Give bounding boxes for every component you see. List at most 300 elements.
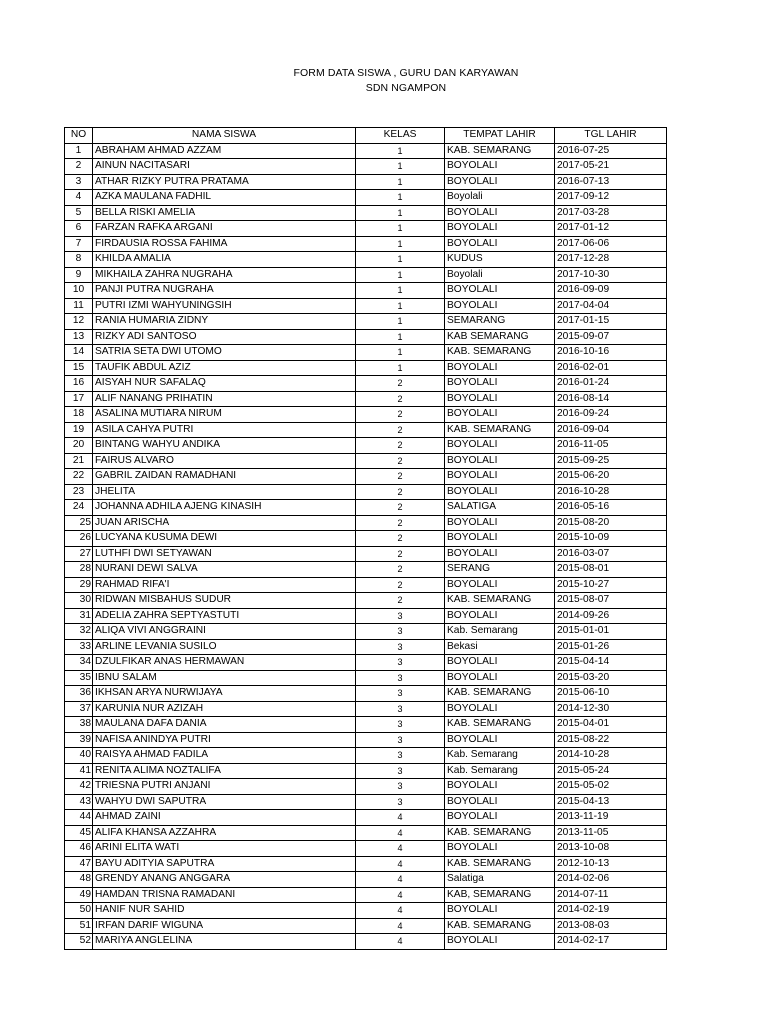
birthplace-cell: KAB. SEMARANG (445, 686, 555, 702)
class-cell: 4 (356, 810, 445, 826)
table-row (65, 593, 667, 609)
class-cell: 1 (356, 205, 445, 221)
birthplace-cell: BOYOLALI (445, 159, 555, 175)
birthdate-cell: 2016-09-09 (555, 283, 667, 299)
class-cell: 4 (356, 825, 445, 841)
class-cell: 3 (356, 701, 445, 717)
row-number: 36 (65, 686, 93, 702)
student-name: ASALINA MUTIARA NIRUM (93, 407, 356, 423)
class-cell: 3 (356, 655, 445, 671)
table-row (65, 825, 667, 841)
table-row (65, 345, 667, 361)
table-row (65, 221, 667, 237)
birthdate-cell: 2015-05-24 (555, 763, 667, 779)
row-number: 51 (65, 918, 93, 934)
class-cell: 1 (356, 236, 445, 252)
row-number: 7 (65, 236, 93, 252)
class-cell: 2 (356, 376, 445, 392)
birthdate-cell: 2015-03-20 (555, 670, 667, 686)
class-cell: 3 (356, 717, 445, 733)
student-name: LUTHFI DWI SETYAWAN (93, 546, 356, 562)
birthplace-cell: BOYOLALI (445, 934, 555, 950)
birthdate-cell: 2014-12-30 (555, 701, 667, 717)
row-number: 16 (65, 376, 93, 392)
class-cell: 1 (356, 298, 445, 314)
header-row (65, 128, 667, 144)
birthdate-cell: 2017-01-12 (555, 221, 667, 237)
table-row (65, 422, 667, 438)
birthdate-cell: 2015-01-01 (555, 624, 667, 640)
student-name: TRIESNA PUTRI ANJANI (93, 779, 356, 795)
class-cell: 1 (356, 345, 445, 361)
birthdate-cell: 2015-05-02 (555, 779, 667, 795)
table-row (65, 732, 667, 748)
student-name: JUAN ARISCHA (93, 515, 356, 531)
table-row (65, 655, 667, 671)
row-number: 21 (65, 453, 93, 469)
table-row (65, 314, 667, 330)
birthplace-cell: Kab. Semarang (445, 748, 555, 764)
birthplace-cell: BOYOLALI (445, 453, 555, 469)
class-cell: 3 (356, 763, 445, 779)
birthdate-cell: 2013-08-03 (555, 918, 667, 934)
class-cell: 2 (356, 500, 445, 516)
class-cell: 2 (356, 453, 445, 469)
class-cell: 2 (356, 407, 445, 423)
table-row (65, 360, 667, 376)
birthplace-cell: BOYOLALI (445, 546, 555, 562)
birthplace-cell: BOYOLALI (445, 205, 555, 221)
table-row (65, 283, 667, 299)
row-number: 50 (65, 903, 93, 919)
row-number: 44 (65, 810, 93, 826)
class-cell: 2 (356, 577, 445, 593)
birthdate-cell: 2015-04-01 (555, 717, 667, 733)
class-cell: 4 (356, 934, 445, 950)
class-cell: 2 (356, 546, 445, 562)
class-cell: 1 (356, 283, 445, 299)
class-cell: 3 (356, 748, 445, 764)
row-number: 22 (65, 469, 93, 485)
row-number: 38 (65, 717, 93, 733)
table-row (65, 577, 667, 593)
birthdate-cell: 2013-11-05 (555, 825, 667, 841)
class-cell: 4 (356, 918, 445, 934)
table-row (65, 515, 667, 531)
birthdate-cell: 2015-10-09 (555, 531, 667, 547)
class-cell: 4 (356, 872, 445, 888)
birthdate-cell: 2015-08-07 (555, 593, 667, 609)
student-name: NAFISA ANINDYA PUTRI (93, 732, 356, 748)
birthdate-cell: 2017-04-04 (555, 298, 667, 314)
student-name: AZKA MAULANA FADHIL (93, 190, 356, 206)
student-name: ARINI ELITA WATI (93, 841, 356, 857)
student-name: ALIQA VIVI ANGGRAINI (93, 624, 356, 640)
row-number: 52 (65, 934, 93, 950)
table-row (65, 453, 667, 469)
birthplace-cell: KAB. SEMARANG (445, 593, 555, 609)
row-number: 24 (65, 500, 93, 516)
student-name: KHILDA AMALIA (93, 252, 356, 268)
row-number: 1 (65, 143, 93, 159)
table-row (65, 174, 667, 190)
table-row (65, 810, 667, 826)
class-cell: 2 (356, 391, 445, 407)
birthdate-cell: 2016-07-13 (555, 174, 667, 190)
table-row (65, 841, 667, 857)
table-row (65, 779, 667, 795)
student-name: RIDWAN MISBAHUS SUDUR (93, 593, 356, 609)
row-number: 17 (65, 391, 93, 407)
student-name: ATHAR RIZKY PUTRA PRATAMA (93, 174, 356, 190)
student-name: PANJI PUTRA NUGRAHA (93, 283, 356, 299)
birthdate-cell: 2017-12-28 (555, 252, 667, 268)
student-name: AISYAH NUR SAFALAQ (93, 376, 356, 392)
class-cell: 3 (356, 639, 445, 655)
birthplace-cell: BOYOLALI (445, 732, 555, 748)
class-cell: 2 (356, 593, 445, 609)
class-cell: 1 (356, 314, 445, 330)
class-cell: 1 (356, 221, 445, 237)
row-number: 32 (65, 624, 93, 640)
student-name: RIZKY ADI SANTOSO (93, 329, 356, 345)
row-number: 30 (65, 593, 93, 609)
table-row (65, 763, 667, 779)
table-row (65, 391, 667, 407)
column-header-tgl-lahir: TGL LAHIR (555, 128, 667, 144)
row-number: 10 (65, 283, 93, 299)
table-row (65, 143, 667, 159)
birthdate-cell: 2015-10-27 (555, 577, 667, 593)
birthplace-cell: BOYOLALI (445, 298, 555, 314)
student-name: LUCYANA KUSUMA DEWI (93, 531, 356, 547)
student-name: SATRIA SETA DWI UTOMO (93, 345, 356, 361)
birthdate-cell: 2016-02-01 (555, 360, 667, 376)
birthplace-cell: BOYOLALI (445, 794, 555, 810)
birthplace-cell: KAB. SEMARANG (445, 825, 555, 841)
birthplace-cell: BOYOLALI (445, 376, 555, 392)
table-row (65, 856, 667, 872)
birthdate-cell: 2016-09-04 (555, 422, 667, 438)
row-number: 5 (65, 205, 93, 221)
birthplace-cell: KUDUS (445, 252, 555, 268)
table-row (65, 438, 667, 454)
table-row (65, 329, 667, 345)
student-name: RENITA ALIMA NOZTALIFA (93, 763, 356, 779)
birthplace-cell: BOYOLALI (445, 608, 555, 624)
birthdate-cell: 2016-10-28 (555, 484, 667, 500)
student-name: JOHANNA ADHILA AJENG KINASIH (93, 500, 356, 516)
row-number: 28 (65, 562, 93, 578)
birthplace-cell: Boyolali (445, 267, 555, 283)
row-number: 37 (65, 701, 93, 717)
birthplace-cell: BOYOLALI (445, 407, 555, 423)
table-row (65, 469, 667, 485)
birthplace-cell: BOYOLALI (445, 903, 555, 919)
row-number: 8 (65, 252, 93, 268)
row-number: 13 (65, 329, 93, 345)
row-number: 40 (65, 748, 93, 764)
class-cell: 4 (356, 856, 445, 872)
birthplace-cell: BOYOLALI (445, 810, 555, 826)
table-row (65, 686, 667, 702)
class-cell: 3 (356, 608, 445, 624)
student-name: BINTANG WAHYU ANDIKA (93, 438, 356, 454)
student-name: BELLA RISKI AMELIA (93, 205, 356, 221)
birthdate-cell: 2015-09-25 (555, 453, 667, 469)
birthplace-cell: BOYOLALI (445, 174, 555, 190)
table-row (65, 407, 667, 423)
table-row (65, 531, 667, 547)
row-number: 43 (65, 794, 93, 810)
class-cell: 3 (356, 732, 445, 748)
row-number: 42 (65, 779, 93, 795)
table-row (65, 887, 667, 903)
row-number: 45 (65, 825, 93, 841)
row-number: 20 (65, 438, 93, 454)
class-cell: 2 (356, 422, 445, 438)
student-name: GRENDY ANANG ANGGARA (93, 872, 356, 888)
birthplace-cell: BOYOLALI (445, 236, 555, 252)
student-name: KARUNIA NUR AZIZAH (93, 701, 356, 717)
row-number: 25 (65, 515, 93, 531)
class-cell: 4 (356, 841, 445, 857)
class-cell: 3 (356, 624, 445, 640)
student-name: HAMDAN TRISNA RAMADANI (93, 887, 356, 903)
student-table (64, 127, 667, 950)
birthdate-cell: 2016-09-24 (555, 407, 667, 423)
class-cell: 2 (356, 562, 445, 578)
birthdate-cell: 2016-03-07 (555, 546, 667, 562)
row-number: 3 (65, 174, 93, 190)
table-row (65, 546, 667, 562)
table-row (65, 717, 667, 733)
birthplace-cell: BOYOLALI (445, 655, 555, 671)
row-number: 26 (65, 531, 93, 547)
birthplace-cell: BOYOLALI (445, 283, 555, 299)
student-name: BAYU ADITYIA SAPUTRA (93, 856, 356, 872)
class-cell: 1 (356, 159, 445, 175)
row-number: 33 (65, 639, 93, 655)
table-row (65, 918, 667, 934)
student-name: GABRIL ZAIDAN RAMADHANI (93, 469, 356, 485)
table-row (65, 624, 667, 640)
student-name: IBNU SALAM (93, 670, 356, 686)
birthplace-cell: SALATIGA (445, 500, 555, 516)
birthplace-cell: KAB. SEMARANG (445, 143, 555, 159)
table-row (65, 934, 667, 950)
birthdate-cell: 2015-09-07 (555, 329, 667, 345)
birthdate-cell: 2014-09-26 (555, 608, 667, 624)
student-name: AINUN NACITASARI (93, 159, 356, 175)
birthplace-cell: BOYOLALI (445, 391, 555, 407)
birthplace-cell: KAB. SEMARANG (445, 717, 555, 733)
student-name: NURANI DEWI SALVA (93, 562, 356, 578)
class-cell: 1 (356, 143, 445, 159)
student-name: JHELITA (93, 484, 356, 500)
student-name: RAHMAD RIFA'I (93, 577, 356, 593)
class-cell: 2 (356, 484, 445, 500)
table-row (65, 608, 667, 624)
class-cell: 3 (356, 794, 445, 810)
birthdate-cell: 2017-10-30 (555, 267, 667, 283)
birthdate-cell: 2016-05-16 (555, 500, 667, 516)
student-name: FIRDAUSIA ROSSA FAHIMA (93, 236, 356, 252)
student-name: DZULFIKAR ANAS HERMAWAN (93, 655, 356, 671)
row-number: 39 (65, 732, 93, 748)
birthplace-cell: Bekasi (445, 639, 555, 655)
table-row (65, 205, 667, 221)
column-header-nama-siswa: NAMA SISWA (93, 128, 356, 144)
row-number: 34 (65, 655, 93, 671)
birthplace-cell: KAB. SEMARANG (445, 345, 555, 361)
birthplace-cell: Salatiga (445, 872, 555, 888)
row-number: 2 (65, 159, 93, 175)
student-name: MARIYA ANGLELINA (93, 934, 356, 950)
row-number: 41 (65, 763, 93, 779)
row-number: 19 (65, 422, 93, 438)
birthdate-cell: 2016-07-25 (555, 143, 667, 159)
birthplace-cell: KAB SEMARANG (445, 329, 555, 345)
table-row (65, 190, 667, 206)
student-name: WAHYU DWI SAPUTRA (93, 794, 356, 810)
birthdate-cell: 2015-08-22 (555, 732, 667, 748)
birthdate-cell: 2016-01-24 (555, 376, 667, 392)
birthplace-cell: Kab. Semarang (445, 624, 555, 640)
birthdate-cell: 2014-07-11 (555, 887, 667, 903)
table-row (65, 794, 667, 810)
table-row (65, 670, 667, 686)
birthdate-cell: 2013-11-19 (555, 810, 667, 826)
birthdate-cell: 2014-10-28 (555, 748, 667, 764)
table-row (65, 701, 667, 717)
birthplace-cell: BOYOLALI (445, 360, 555, 376)
class-cell: 1 (356, 174, 445, 190)
birthplace-cell: BOYOLALI (445, 779, 555, 795)
row-number: 48 (65, 872, 93, 888)
class-cell: 2 (356, 438, 445, 454)
birthplace-cell: KAB. SEMARANG (445, 918, 555, 934)
row-number: 27 (65, 546, 93, 562)
birthplace-cell: BOYOLALI (445, 438, 555, 454)
class-cell: 1 (356, 329, 445, 345)
birthdate-cell: 2017-06-06 (555, 236, 667, 252)
class-cell: 1 (356, 252, 445, 268)
row-number: 9 (65, 267, 93, 283)
class-cell: 4 (356, 887, 445, 903)
table-row (65, 252, 667, 268)
row-number: 49 (65, 887, 93, 903)
birthdate-cell: 2014-02-17 (555, 934, 667, 950)
birthdate-cell: 2013-10-08 (555, 841, 667, 857)
birthdate-cell: 2017-01-15 (555, 314, 667, 330)
birthdate-cell: 2015-04-13 (555, 794, 667, 810)
student-name: AHMAD ZAINI (93, 810, 356, 826)
class-cell: 2 (356, 531, 445, 547)
row-number: 15 (65, 360, 93, 376)
birthdate-cell: 2017-03-28 (555, 205, 667, 221)
row-number: 29 (65, 577, 93, 593)
row-number: 46 (65, 841, 93, 857)
table-row (65, 562, 667, 578)
column-header-tempat-lahir: TEMPAT LAHIR (445, 128, 555, 144)
class-cell: 3 (356, 686, 445, 702)
birthdate-cell: 2016-10-16 (555, 345, 667, 361)
birthplace-cell: KAB, SEMARANG (445, 887, 555, 903)
table-row (65, 500, 667, 516)
class-cell: 3 (356, 670, 445, 686)
student-name: HANIF NUR SAHID (93, 903, 356, 919)
birthplace-cell: BOYOLALI (445, 515, 555, 531)
student-name: ABRAHAM AHMAD AZZAM (93, 143, 356, 159)
table-body (65, 143, 667, 949)
class-cell: 4 (356, 903, 445, 919)
student-name: ASILA CAHYA PUTRI (93, 422, 356, 438)
row-number: 14 (65, 345, 93, 361)
row-number: 35 (65, 670, 93, 686)
row-number: 4 (65, 190, 93, 206)
birthplace-cell: BOYOLALI (445, 484, 555, 500)
table-row (65, 639, 667, 655)
birthdate-cell: 2015-06-10 (555, 686, 667, 702)
table-row (65, 267, 667, 283)
student-name: ADELIA ZAHRA SEPTYASTUTI (93, 608, 356, 624)
student-name: FARZAN RAFKA ARGANI (93, 221, 356, 237)
birthdate-cell: 2015-08-01 (555, 562, 667, 578)
birthdate-cell: 2017-05-21 (555, 159, 667, 175)
table-row (65, 748, 667, 764)
birthplace-cell: BOYOLALI (445, 841, 555, 857)
class-cell: 2 (356, 469, 445, 485)
school-name: SDN NGAMPON (365, 82, 447, 94)
student-name: MAULANA DAFA DANIA (93, 717, 356, 733)
student-name: ALIFA KHANSA AZZAHRA (93, 825, 356, 841)
student-name: ARLINE LEVANIA SUSILO (93, 639, 356, 655)
table-row (65, 903, 667, 919)
row-number: 18 (65, 407, 93, 423)
student-name: TAUFIK ABDUL AZIZ (93, 360, 356, 376)
page-title: FORM DATA SISWA , GURU DAN KARYAWAN (293, 67, 519, 79)
birthplace-cell: KAB. SEMARANG (445, 422, 555, 438)
table-row (65, 872, 667, 888)
table-row (65, 298, 667, 314)
birthdate-cell: 2017-09-12 (555, 190, 667, 206)
birthplace-cell: KAB. SEMARANG (445, 856, 555, 872)
birthdate-cell: 2014-02-06 (555, 872, 667, 888)
row-number: 6 (65, 221, 93, 237)
class-cell: 1 (356, 360, 445, 376)
student-name: ALIF NANANG PRIHATIN (93, 391, 356, 407)
birthdate-cell: 2015-04-14 (555, 655, 667, 671)
row-number: 23 (65, 484, 93, 500)
birthplace-cell: Kab. Semarang (445, 763, 555, 779)
birthdate-cell: 2012-10-13 (555, 856, 667, 872)
birthplace-cell: BOYOLALI (445, 670, 555, 686)
student-name: IRFAN DARIF WIGUNA (93, 918, 356, 934)
column-header-no: NO (65, 128, 93, 144)
row-number: 47 (65, 856, 93, 872)
row-number: 31 (65, 608, 93, 624)
student-name: PUTRI IZMI WAHYUNINGSIH (93, 298, 356, 314)
student-name: RAISYA AHMAD FADILA (93, 748, 356, 764)
class-cell: 1 (356, 267, 445, 283)
student-name: RANIA HUMARIA ZIDNY (93, 314, 356, 330)
birthdate-cell: 2015-01-26 (555, 639, 667, 655)
student-name: MIKHAILA ZAHRA NUGRAHA (93, 267, 356, 283)
birthplace-cell: SEMARANG (445, 314, 555, 330)
table-row (65, 236, 667, 252)
birthplace-cell: BOYOLALI (445, 531, 555, 547)
